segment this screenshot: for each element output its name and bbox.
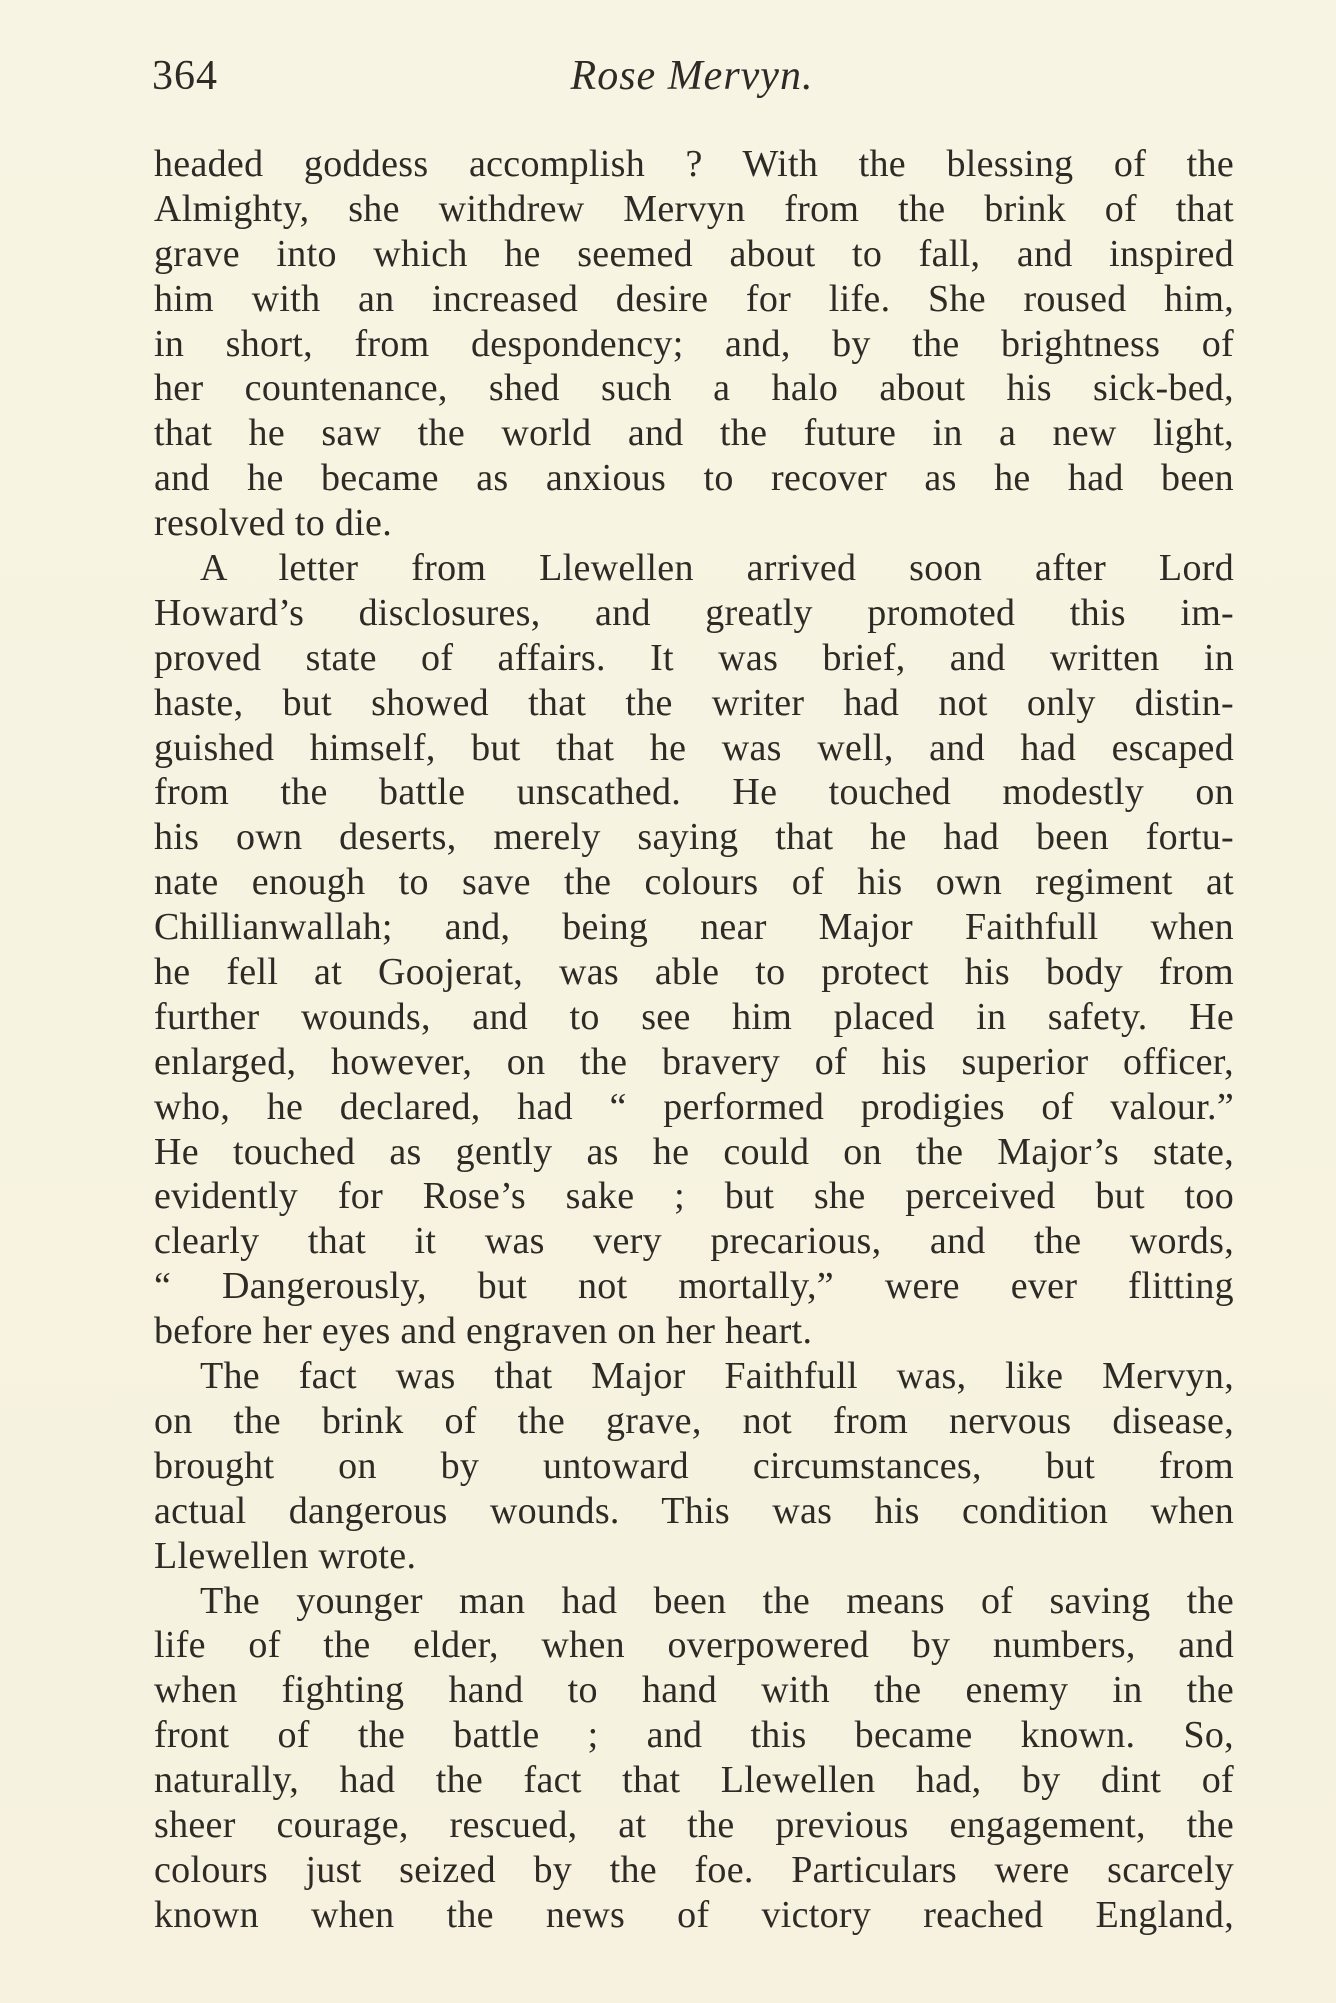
text-line: Chillianwallah; and, being near Major Faithfull when	[154, 906, 1234, 949]
text-line: clearly that it was very precarious, and the words,	[154, 1220, 1234, 1263]
text-line: he fell at Goojerat, was able to protect his body from	[154, 951, 1234, 994]
text-line: naturally, had the fact that Llewellen had, by dint of	[154, 1759, 1234, 1802]
text-line: headed goddess accomplish ? With the blessing of the	[154, 143, 1234, 185]
text-line: The fact was that Major Faithfull was, like Mervyn,	[200, 1355, 1234, 1398]
text-line: colours just seized by the foe. Particulars were scarcely	[154, 1848, 1234, 1891]
text-line: life of the elder, when overpowered by numbers, and	[154, 1624, 1234, 1667]
text-line: her countenance, shed such a halo about his sick-bed,	[154, 367, 1234, 410]
text-line: proved state of affairs. It was brief, and written in	[154, 636, 1234, 679]
text-line: Howard’s disclosures, and greatly promoted this im-	[154, 591, 1234, 634]
running-title: Rose Mervyn.	[570, 53, 814, 99]
text-line: who, he declared, had “ performed prodigies of valour.”	[154, 1085, 1234, 1128]
text-line: nate enough to save the colours of his own regiment at	[154, 861, 1234, 904]
text-line: when fighting hand to hand with the enemy in the	[154, 1669, 1234, 1712]
text-line: resolved to die.	[154, 502, 393, 545]
text-line: grave into which he seemed about to fall, and inspired	[154, 232, 1234, 275]
text-line: haste, but showed that the writer had not only distin-	[154, 681, 1234, 724]
text-line: before her eyes and engraven on her heart.	[154, 1310, 813, 1353]
text-line: Llewellen wrote.	[154, 1534, 417, 1577]
text-line: that he saw the world and the future in a new light,	[154, 412, 1234, 455]
text-line: known when the news of victory reached England,	[154, 1893, 1234, 1936]
text-line: on the brink of the grave, not from nervous disease,	[154, 1399, 1234, 1442]
text-line: He touched as gently as he could on the Major’s state,	[154, 1130, 1234, 1173]
text-line: further wounds, and to see him placed in safety. He	[154, 995, 1234, 1038]
text-line: A letter from Llewellen arrived soon after Lord	[200, 547, 1234, 590]
text-line: him with an increased desire for life. She roused him,	[154, 277, 1234, 320]
text-line: his own deserts, merely saying that he had been fortu-	[154, 816, 1234, 859]
text-line: enlarged, however, on the bravery of his superior officer,	[154, 1040, 1234, 1083]
text-line: front of the battle ; and this became known. So,	[154, 1714, 1234, 1757]
text-line: guished himself, but that he was well, and had escaped	[154, 726, 1234, 769]
text-line: brought on by untoward circumstances, but from	[154, 1444, 1234, 1487]
text-line: The younger man had been the means of saving the	[200, 1579, 1234, 1622]
text-line: in short, from despondency; and, by the brightness of	[154, 322, 1234, 365]
text-line: and he became as anxious to recover as he had been	[154, 457, 1234, 500]
text-line: evidently for Rose’s sake ; but she perceived but too	[154, 1175, 1234, 1218]
text-line: from the battle unscathed. He touched modestly on	[154, 771, 1234, 814]
text-line: sheer courage, rescued, at the previous engagement, the	[154, 1803, 1234, 1846]
text-line: actual dangerous wounds. This was his condition when	[154, 1489, 1234, 1532]
body-text	[154, 142, 1234, 1938]
text-line: “ Dangerously, but not mortally,” were ever flitting	[154, 1265, 1234, 1308]
running-head	[152, 52, 1232, 112]
text-line: Almighty, she withdrew Mervyn from the brink of that	[154, 187, 1234, 230]
page-number: 364	[152, 53, 218, 99]
